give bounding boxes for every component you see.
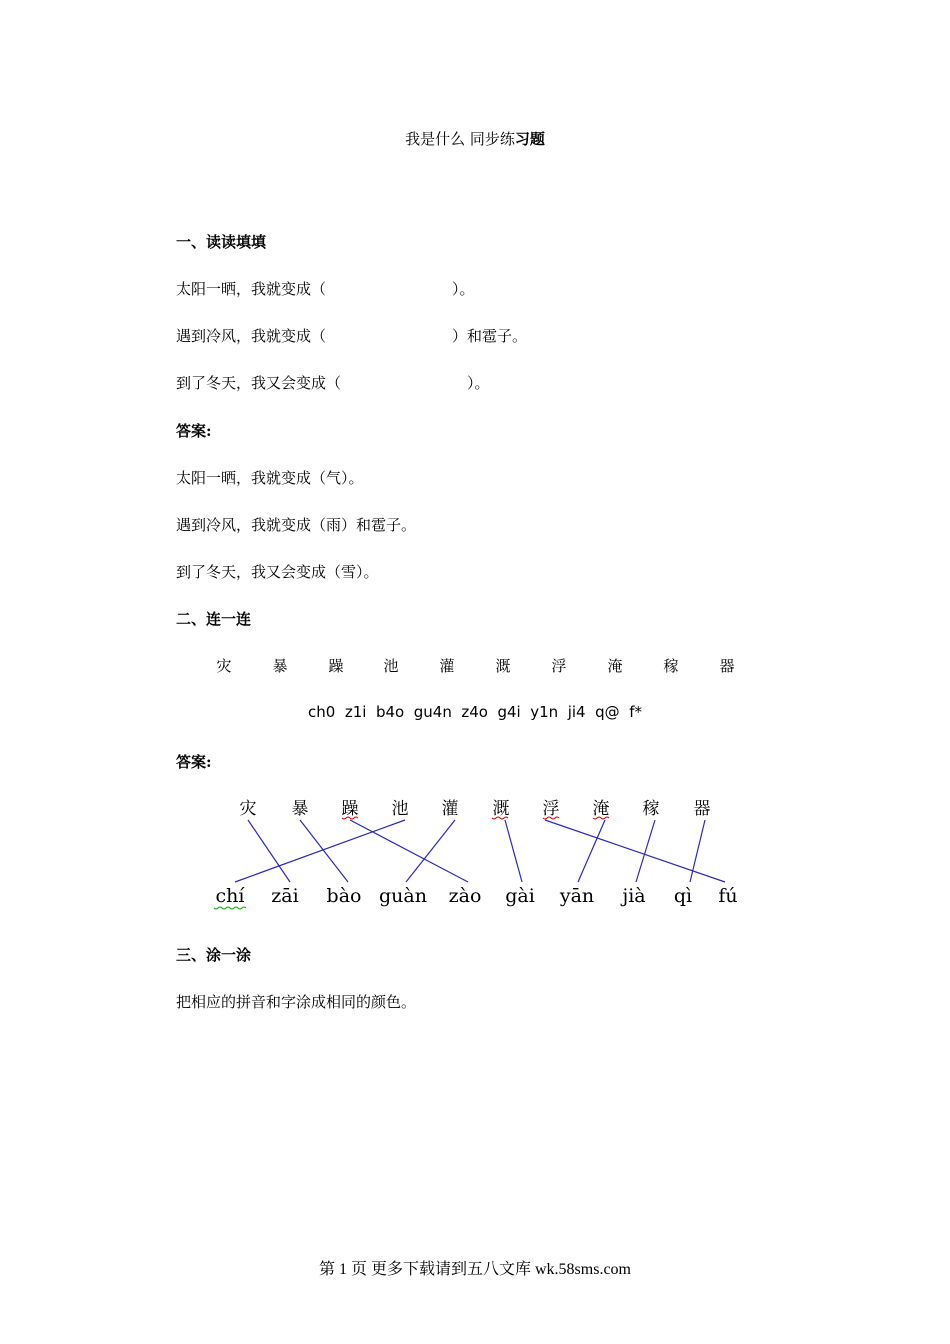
connector-line bbox=[505, 820, 522, 882]
connector-line bbox=[636, 820, 655, 882]
fig-char: 浮 bbox=[542, 799, 560, 819]
character-row bbox=[0, 655, 950, 677]
connector-line bbox=[235, 820, 405, 882]
char-item: 稼 bbox=[663, 657, 679, 675]
connector-line bbox=[248, 820, 290, 882]
answer-3: 到了冬天，我又会变成（雪）。 bbox=[176, 563, 379, 581]
answer-label-1: 答案: bbox=[176, 422, 212, 440]
question-3: 到了冬天，我又会变成（ ）。 bbox=[176, 374, 490, 392]
fig-char: 暴 bbox=[291, 799, 309, 819]
char-item: 溉 bbox=[495, 657, 511, 675]
section2-heading: 二、连一连 bbox=[176, 610, 252, 628]
char-item: 池 bbox=[383, 657, 399, 675]
connector-line bbox=[578, 820, 605, 882]
connector-line bbox=[406, 820, 455, 882]
fig-char: 淹 bbox=[592, 799, 610, 819]
char-item: 暴 bbox=[272, 657, 288, 675]
connector-lines bbox=[235, 820, 725, 882]
fig-char: 灌 bbox=[441, 799, 459, 819]
section3-instruction: 把相应的拼音和字涂成相同的颜色。 bbox=[176, 993, 417, 1011]
page-footer: 第 1 页 更多下载请到五八文库 wk.58sms.com bbox=[318, 1261, 631, 1278]
connector-line bbox=[300, 820, 348, 882]
grammar-squiggle bbox=[214, 907, 246, 909]
fig-char: 溉 bbox=[492, 799, 510, 819]
page-title: 我是什么 同步练习题 bbox=[405, 130, 545, 148]
char-item: 浮 bbox=[551, 657, 567, 675]
fig-char: 器 bbox=[693, 799, 711, 819]
answer-2: 遇到冷风，我就变成（雨）和雹子。 bbox=[176, 516, 417, 534]
fig-char: 稼 bbox=[642, 799, 660, 819]
fig-pinyin: zāi bbox=[271, 885, 299, 907]
question-2: 遇到冷风，我就变成（ ）和雹子。 bbox=[176, 327, 528, 345]
char-item: 器 bbox=[719, 657, 735, 675]
fig-pinyin: bào bbox=[326, 885, 362, 907]
char-item: 淹 bbox=[607, 657, 623, 675]
section3-heading: 三、涂一涂 bbox=[176, 946, 252, 964]
fig-char: 躁 bbox=[341, 799, 359, 819]
fig-pinyin: gài bbox=[505, 885, 535, 907]
char-item: 灾 bbox=[216, 657, 232, 675]
char-item: 躁 bbox=[328, 657, 344, 675]
matching-answer-figure bbox=[200, 790, 745, 915]
section1-heading: 一、读读填填 bbox=[176, 233, 267, 251]
fig-pinyin: guàn bbox=[379, 885, 427, 907]
question-1: 太阳一晒，我就变成（ ）。 bbox=[176, 280, 475, 298]
answer-label-2: 答案: bbox=[176, 753, 212, 771]
fig-char: 灾 bbox=[239, 799, 257, 819]
fig-char: 池 bbox=[391, 799, 409, 819]
fig-pinyin: jià bbox=[622, 885, 646, 907]
char-item: 灌 bbox=[439, 657, 455, 675]
fig-pinyin: chí bbox=[215, 885, 245, 907]
connector-line bbox=[350, 820, 468, 882]
fig-pinyin: fú bbox=[718, 885, 738, 907]
fig-pinyin: qì bbox=[673, 885, 693, 907]
answer-1: 太阳一晒，我就变成（气）。 bbox=[176, 469, 364, 487]
fig-pinyin: zào bbox=[448, 885, 482, 907]
fig-pinyin: yān bbox=[559, 885, 595, 907]
pinyin-row: ch0 z1i b4o gu4n z4o g4i y1n ji4 q@ f* bbox=[308, 703, 642, 721]
